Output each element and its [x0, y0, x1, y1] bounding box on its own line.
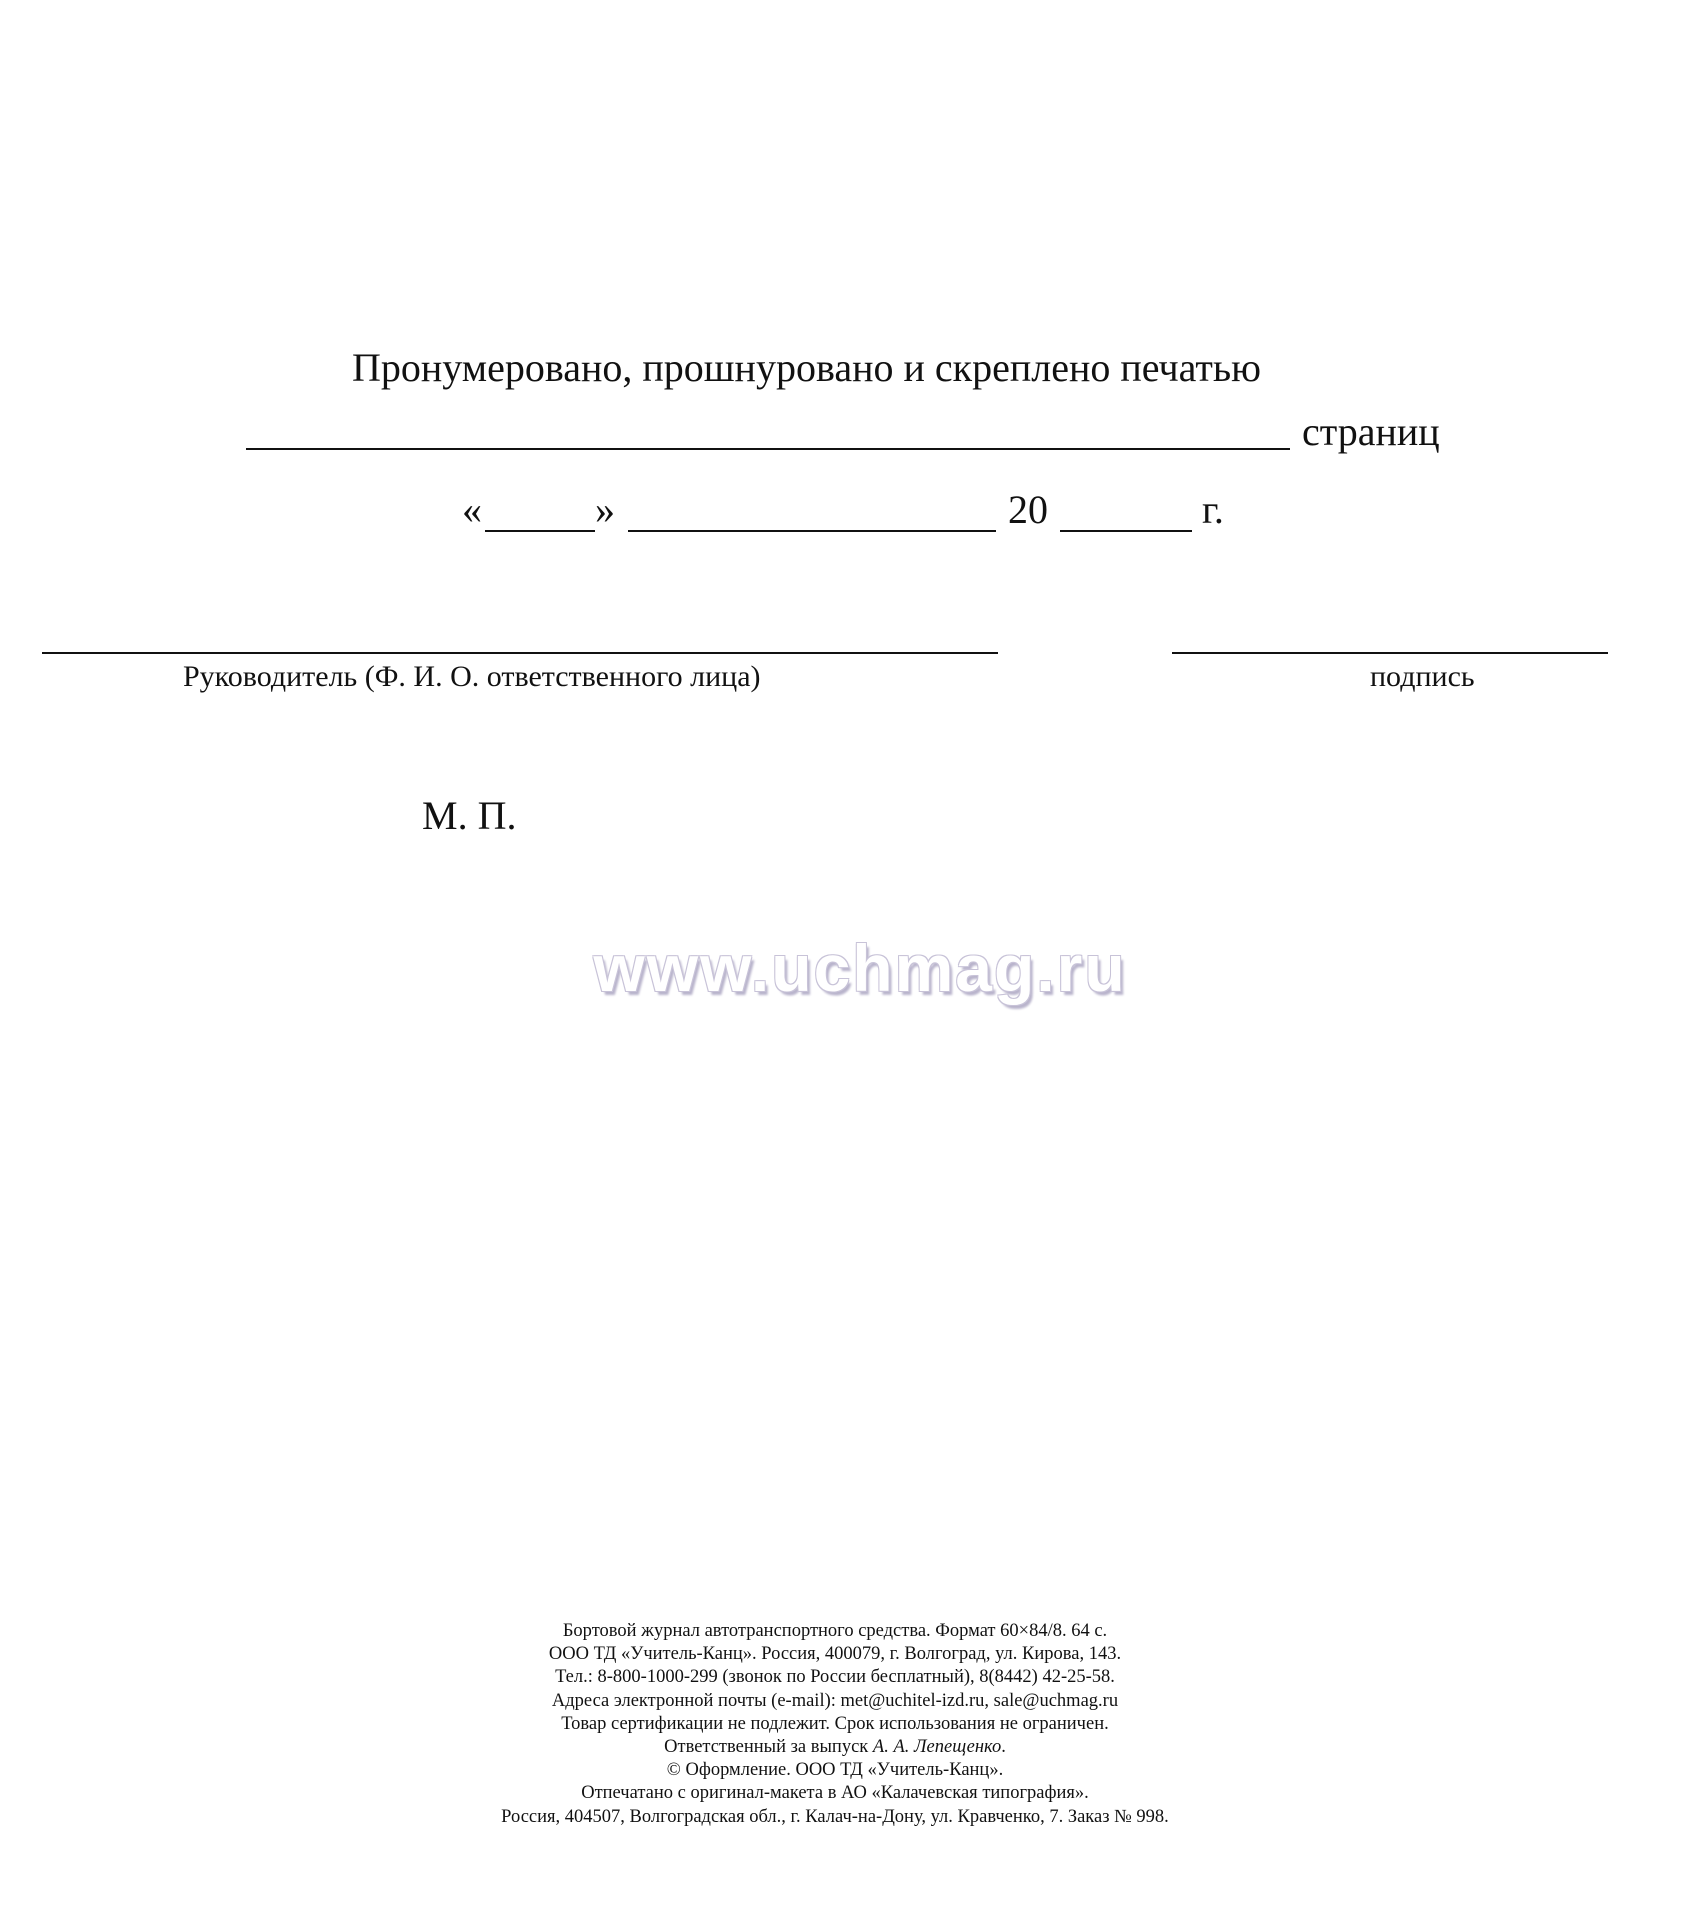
- day-blank: [485, 530, 595, 532]
- watermark-text: www.uchmag.ru: [593, 931, 1127, 1005]
- imprint-line: Отпечатано с оригинал-макета в АО «Калачевская типография».: [581, 1783, 1089, 1804]
- imprint-block: [0, 1620, 1685, 1829]
- month-blank: [628, 530, 996, 532]
- year-suffix: г.: [1202, 487, 1224, 532]
- imprint-line: Россия, 404507, Волгоградская обл., г. Калач-на-Дону, ул. Кравченко, 7. Заказ № 998.: [501, 1806, 1169, 1827]
- head-name-blank: [42, 652, 998, 654]
- stamp-place-label: М. П.: [422, 793, 517, 838]
- imprint-line: Бортовой журнал автотранспортного средства. Формат 60×84/8. 64 с.: [562, 1621, 1108, 1641]
- date-close-quote: »: [595, 487, 615, 532]
- imprint-line: ООО ТД «Учитель-Канц». Россия, 400079, г. Волгоград, ул. Кирова, 143.: [548, 1644, 1122, 1665]
- pages-label: страниц: [1302, 409, 1440, 454]
- imprint-line: Тел.: 8-800-1000-299 (звонок по России бесплатный), 8(8442) 42-25-58.: [555, 1667, 1115, 1688]
- imprint-line: [0, 1736, 1685, 1759]
- watermark: [0, 930, 1700, 1006]
- title-line: [352, 345, 1261, 390]
- pages-count-blank: [246, 448, 1290, 450]
- head-caption: Руководитель (Ф. И. О. ответственного лица): [183, 660, 761, 693]
- responsible-prefix: Ответственный за выпуск: [664, 1737, 873, 1758]
- imprint-line: Адреса электронной почты (e-mail): met@uchitel-izd.ru, sale@uchmag.ru: [551, 1690, 1119, 1711]
- signature-caption: подпись: [1370, 660, 1475, 693]
- imprint-line: Товар сертификации не подлежит. Срок использования не ограничен.: [561, 1713, 1109, 1734]
- imprint-line: © Оформление. ООО ТД «Учитель-Канц».: [666, 1760, 1004, 1781]
- responsible-suffix: .: [1001, 1737, 1006, 1758]
- page-title: Пронумеровано, прошнуровано и скреплено печатью: [352, 345, 1261, 390]
- year-prefix: 20: [1008, 487, 1048, 532]
- date-open-quote: «: [462, 487, 482, 532]
- responsible-name: А. А. Лепещенко: [872, 1737, 1002, 1758]
- signature-blank: [1172, 652, 1608, 654]
- year-blank: [1060, 530, 1192, 532]
